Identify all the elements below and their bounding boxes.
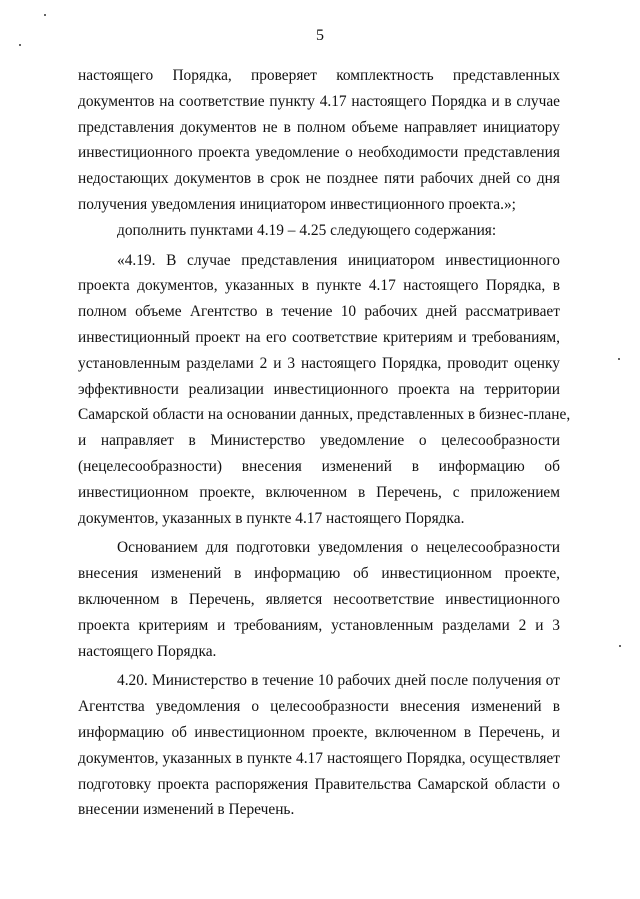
text-segment: (нецелесообразности) (78, 457, 223, 475)
scan-speck (619, 645, 621, 647)
text-segment: представления (241, 251, 338, 269)
text-line (78, 797, 560, 823)
text-segment: о (418, 432, 427, 450)
text-line (78, 746, 560, 772)
text-line (78, 325, 560, 351)
text-segment: документов, указанных в пункте 4.17 настоящего Порядка. (78, 509, 465, 527)
text-segment: представленных (452, 67, 560, 84)
scan-speck (44, 14, 46, 16)
text-segment: Министерство (210, 432, 306, 450)
text-segment: в (411, 457, 419, 475)
text-line (78, 506, 560, 532)
text-line (78, 140, 560, 166)
text-segment: Порядка, (172, 67, 232, 84)
text-line (78, 63, 560, 89)
text-segment: уведомление (319, 432, 405, 450)
text-segment: проекта документов, указанных в пункте 4.17 настоящего Порядка, в (78, 277, 560, 295)
text-segment: недостающих документов в срок не позднее пяти рабочих дней со дня (78, 170, 560, 188)
text-segment: случае (187, 251, 231, 269)
text-line (78, 613, 560, 639)
text-line (78, 248, 560, 274)
text-segment: Агентства уведомления о целесообразности внесения изменений в (78, 698, 560, 716)
text-line (78, 668, 560, 694)
text-line (78, 218, 560, 244)
text-segment: внесении изменений в Перечень. (78, 801, 295, 819)
text-line (78, 454, 560, 480)
text-line (78, 772, 560, 798)
text-segment: документов на соответствие пункту 4.17 настоящего Порядка и в случае (78, 92, 560, 110)
text-line (78, 166, 560, 192)
text-segment: инвестиционный проект на его соответствие критериям и требованиям, (78, 328, 560, 346)
text-segment: направляет (100, 432, 174, 450)
text-segment: инвестиционном проекте, включенном в Перечень, с приложением (78, 483, 560, 501)
text-segment: эффективности реализации инвестиционного проекта на территории (78, 380, 560, 398)
text-segment: В (166, 251, 177, 269)
text-line (78, 535, 560, 561)
text-segment: Основанием для подготовки уведомления о нецелесообразности (117, 539, 560, 557)
text-line (78, 561, 560, 587)
scan-speck (19, 44, 21, 46)
paragraph (78, 535, 560, 664)
text-segment: включенном в Перечень, является несоответствие инвестиционного (78, 590, 560, 608)
text-segment: Самарской области на основании данных, представленных в бизнес-плане, (78, 406, 571, 424)
text-segment: настоящего (78, 67, 154, 84)
text-segment: представления документов не в полном объеме направляет инициатору (78, 118, 560, 136)
page-number: 5 (316, 27, 324, 44)
text-segment: установленным разделами 2 и 3 настоящего Порядка, проводит оценку (78, 354, 560, 372)
text-segment: проверяет (251, 67, 317, 84)
text-line (78, 377, 560, 403)
text-segment: подготовку проекта распоряжения Правительства Самарской области о (78, 775, 560, 793)
text-segment: документов, указанных в пункте 4.17 настоящего Порядка, осуществляет (78, 749, 560, 767)
paragraph (78, 63, 560, 218)
text-segment: инициатором (348, 251, 435, 269)
text-line (78, 720, 560, 746)
text-line (78, 273, 560, 299)
text-segment: информацию об инвестиционном проекте, включенном в Перечень, и (78, 723, 560, 741)
text-line (78, 639, 560, 665)
text-line (78, 402, 571, 428)
text-segment: и (78, 432, 87, 450)
text-segment: инвестиционного проекта уведомление о необходимости представления (78, 144, 560, 162)
text-segment: изменений (321, 457, 393, 475)
text-segment: внесения изменений в информацию об инвестиционном проекте, (78, 565, 560, 583)
text-segment: получения уведомления инициатором инвестиционного проекта.»; (78, 195, 516, 213)
text-line (78, 428, 560, 454)
text-line (78, 89, 560, 115)
text-segment: настоящего Порядка. (78, 642, 217, 660)
text-segment: в (188, 432, 196, 450)
text-line (78, 480, 560, 506)
document-body (78, 63, 571, 823)
text-segment: информацию (438, 457, 525, 475)
text-segment: полном объеме Агентство в течение 10 рабочих дней рассматривает (78, 303, 560, 321)
text-segment: инвестиционного (445, 251, 560, 269)
text-line (78, 351, 560, 377)
text-segment: внесения (241, 457, 302, 475)
text-line (78, 115, 560, 141)
text-segment: «4.19. (117, 251, 156, 269)
text-segment: целесообразности (441, 432, 560, 450)
text-line (78, 192, 560, 218)
text-segment: дополнить пунктами 4.19 – 4.25 следующего содержания: (117, 221, 497, 239)
paragraph (78, 668, 560, 823)
text-line (78, 587, 560, 613)
text-segment: проекта критериям и требованиям, установленным разделами 2 и 3 (78, 616, 560, 634)
text-segment: комплектность (336, 67, 434, 84)
paragraph (78, 248, 571, 532)
text-line (78, 694, 560, 720)
text-line (78, 299, 560, 325)
paragraph (78, 218, 560, 244)
text-segment: 4.20. Министерство в течение 10 рабочих дней после получения от (117, 672, 560, 690)
scan-speck (618, 358, 620, 360)
text-segment: об (544, 457, 560, 475)
